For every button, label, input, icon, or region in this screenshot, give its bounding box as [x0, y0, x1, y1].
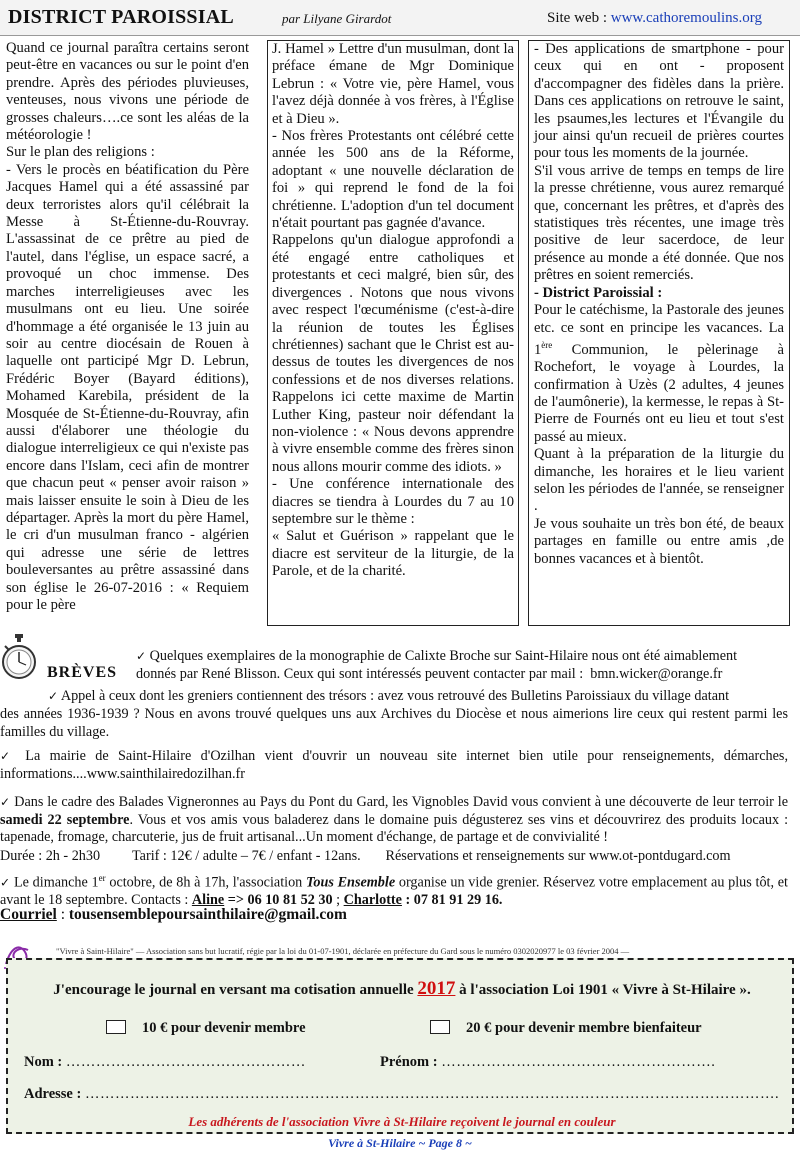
breve-item: ✓ Dans le cadre des Balades Vigneronnes au Pays du Pont du Gard, les Vignobles David vous convient à une découverte de leur terroir le samedi 22 septembre. Vous et vos amis vous baladerez dans le domaine puis dégusterez ses vins et découvrirez des produits locaux : tapenade, fromage, charcuterie, jus de fruit artisanal...Un moment d'échange, de partage et de convivialité ! [0, 794, 789, 846]
membership-year: 2017 [417, 978, 456, 999]
checkbox-benefactor[interactable] [430, 1020, 450, 1034]
paragraph: - Des applications de smartphone - pour ceux qui en ont - proposent d'accompagner des fidèles dans la prière. Dans ces applications on retrouve le saint, les psaumes,les lectures et l'Évangile du jour ainsi qu'un recueil de prières courtes pour tous les moments de la journée. [534, 41, 784, 162]
option-member[interactable]: 10 € pour devenir membre [106, 1020, 306, 1037]
checkmark-icon: ✓ [0, 875, 11, 890]
checkbox-member[interactable] [106, 1020, 126, 1034]
email-link[interactable]: bmn.wicker@orange.fr [590, 666, 723, 682]
paragraph: Quant à la préparation de la liturgie du dimanche, les horaires et le lieu varient selon les périodes de l'année, se renseigner . [534, 446, 784, 515]
paragraph: Je vous souhaite un très bon été, de beaux partages en famille ou entre amis ,de bonnes vacances et à bientôt. [534, 515, 784, 567]
page-footer: Vivre à St-Hilaire ~ Page 8 ~ [328, 1136, 472, 1150]
paragraph: Rappelons qu'un dialogue approfondi a été engagé entre catholiques et protestants et ceci malgré, bien sûr, des divergences . Notons que nous vivons avec respect l'œcuménisme (c'est-à-dire la réunion de toutes les Églises chrétiennes) sachant que le Christ est au-dessus de toutes les divergences de nos confessions et de nos diverses relations. Rappelons ici cette maxime de Martin Luther King, pasteur noir défendant la non-violence : « Nous devons apprendre à vivre ensemble comme des frères sinon nous allons mourir comme des idiots. » [272, 232, 514, 475]
breve-item-details: Durée : 2h - 2h30 Tarif : 12€ / adulte – 7€ / enfant - 12ans. Réservations et renseignements sur www.ot-pontdugard.com [0, 848, 731, 864]
form-heading: J'encourage le journal en versant ma cotisation annuelle 2017 à l'association Loi 1901 « Vivre à St-Hilaire ». [53, 978, 751, 999]
checkmark-icon: ✓ [0, 795, 11, 809]
website-link[interactable]: www.cathoremoulins.org [610, 10, 762, 26]
paragraph: J. Hamel » Lettre d'un musulman, dont la préface émane de Mgr Dominique Lebrun : « Votre vie, père Hamel, vous l'avez déjà donnée à vos frères, à l'Église et à Dieu ». [272, 41, 514, 127]
breve-item: ✓ Le dimanche 1er octobre, de 8h à 17h, l'association Tous Ensemble organise un vide grenier. Réservez votre emplacement au plus tôt, et avant le 18 septembre. Contacts : Aline => 06 10 81 52 30 ; Charlotte : 07 81 91 29 16. [0, 873, 788, 909]
stopwatch-icon [0, 632, 38, 684]
breve-item: ✓ Quelques exemplaires de la monographie de Calixte Broche sur Saint-Hilaire nous ont été aimablement [136, 648, 738, 664]
color-note: Les adhérents de l'association Vivre à St-Hilaire reçoivent le journal en couleur [188, 1114, 616, 1129]
option-benefactor[interactable]: 20 € pour devenir membre bienfaiteur [430, 1020, 702, 1037]
nom-field[interactable]: Nom : ………………………………………… [24, 1054, 306, 1070]
page-header [0, 0, 800, 36]
checkmark-icon: ✓ [136, 649, 147, 663]
paragraph: - Vers le procès en béatification du Père Jacques Hamel qui a été assassiné par deux terroristes alors qu'il célébrait la Messe à St-Étienne-du-Rouvray. L'assassinat de ce prêtre au pied de l'autel, dans l'église, un espace sacré, a provoqué un choc immense. Des marches interreligieuses avec les musulmans ont eu lieu. Une soirée d'hommage a été organisée le 13 juin au soir au centre diocésain de Rouen à laquelle ont participé Mgr D. Lebrun, Frédéric Boyer (Bayard éditions), Mohamed Karebila, président de la Mosquée de St-Étienne-du-Rouvray, afin aussi d'élaborer une théologie du dialogue interreligieux ce qui n'existe pas encore dans l'Islam, ceci afin de montrer que chacun peut « penser avoir raison » mais laisser ensuite le soin à Dieu de les départager. Après la mort du père Hamel, le cri d'un musulman franco - algérien qui adresse une série de lettres bouleversantes au prêtre assassiné dans son église le 26-07-2016 : « Requiem pour le père [6, 161, 249, 613]
paragraph: Quand ce journal paraîtra certains seront peut-être en vacances ou sur le point d'en prendre. Après des périodes pluvieuses, venteuses, nous vivons une période de grosses chaleurs….ce sont les aléas de la météorologie ! [6, 40, 249, 144]
prenom-field[interactable]: Prénom : ………………………………………………. [380, 1054, 716, 1070]
breve-item-cont: donnés par René Blisson. Ceux qui sont intéressés peuvent contacter par mail : bmn.wicker@orange.fr [136, 666, 723, 682]
website-label: Site web : [547, 10, 611, 26]
checkmark-icon: ✓ [48, 689, 59, 703]
breves-title: BRÈVES [47, 664, 118, 681]
membership-form [6, 958, 794, 1134]
page-title: DISTRICT PAROISSIAL [8, 6, 234, 28]
paragraph: Sur le plan des religions : [6, 144, 155, 161]
website-line [547, 10, 762, 27]
email-link[interactable]: tousensemblepoursainthilaire@gmail.com [68, 906, 347, 923]
paragraph: Pour le catéchisme, la Pastorale des jeunes etc. ce sont en principe les vacances. La 1ère Communion, le pèlerinage à Rochefort, le voyage à Lourdes, la confirmation à Uzès (2 adultes, 4 jeunes de l'aumônerie), la kermesse, le repas à St-Pierre de Fournés ont eu lieu et tout s'est passé au mieux. [534, 302, 784, 445]
checkmark-icon: ✓ [0, 749, 16, 763]
paragraph: - Une conférence internationale des diacres se tiendra à Lourdes du 7 au 10 septembre sur le thème : [272, 476, 514, 527]
breve-item: ✓ La mairie de Saint-Hilaire d'Ozilhan vient d'ouvrir un nouveau site internet bien utile pour renseignements, démarches, informations....www.sainthilairedozilhan.fr [0, 748, 789, 782]
article-column-1 [6, 40, 249, 626]
paragraph: - Nos frères Protestants ont célébré cette année les 500 ans de la Réforme, adoptant « une nouvelle déclaration de foi » qui reprend le fond de la foi chrétienne. L'adoption d'un tel document n'était pourtant pas gagnée d'avance. [272, 128, 514, 232]
paragraph: S'il vous arrive de temps en temps de lire la presse chrétienne, vous aurez remarqué que, concernant les prêtres, et d'après des statistiques très récentes, une image très positive de leur sacerdoce, de leur présence au monde a été donnée. Que nos prêtres en soient remerciés. [534, 162, 784, 284]
section-heading: - District Paroissial : [534, 284, 663, 301]
article-column-3 [528, 40, 790, 626]
legal-notice: "Vivre à Saint-Hilaire" — Association sans but lucratif, régie par la loi du 01-07-1901, déclarée en préfecture du Gard sous le numéro 0302020977 le 03 février 2004 — [56, 946, 630, 956]
adresse-field[interactable]: Adresse : …………………………………………………………………………………………………………………………. [24, 1086, 780, 1102]
courriel-line: Courriel : tousensemblepoursainthilaire@gmail.com [0, 906, 347, 923]
paragraph: « Salut et Guérison » rappelant que le diacre est serviteur de la liturgie, de la Parole, et de la charité. [272, 528, 514, 580]
breve-item: ✓ Appel à ceux dont les greniers contiennent des trésors : avez vous retrouvé des Bulletins Paroissiaux du village datant [48, 688, 730, 704]
article-column-2 [267, 40, 519, 626]
author-byline: par Lilyane Girardot [282, 11, 392, 26]
breve-item-cont: des années 1936-1939 ? Nous en avons trouvé quelques uns aux Archives du Diocèse et nous aimerions lire ceux qui restent parmi les familles du village. [0, 706, 788, 740]
